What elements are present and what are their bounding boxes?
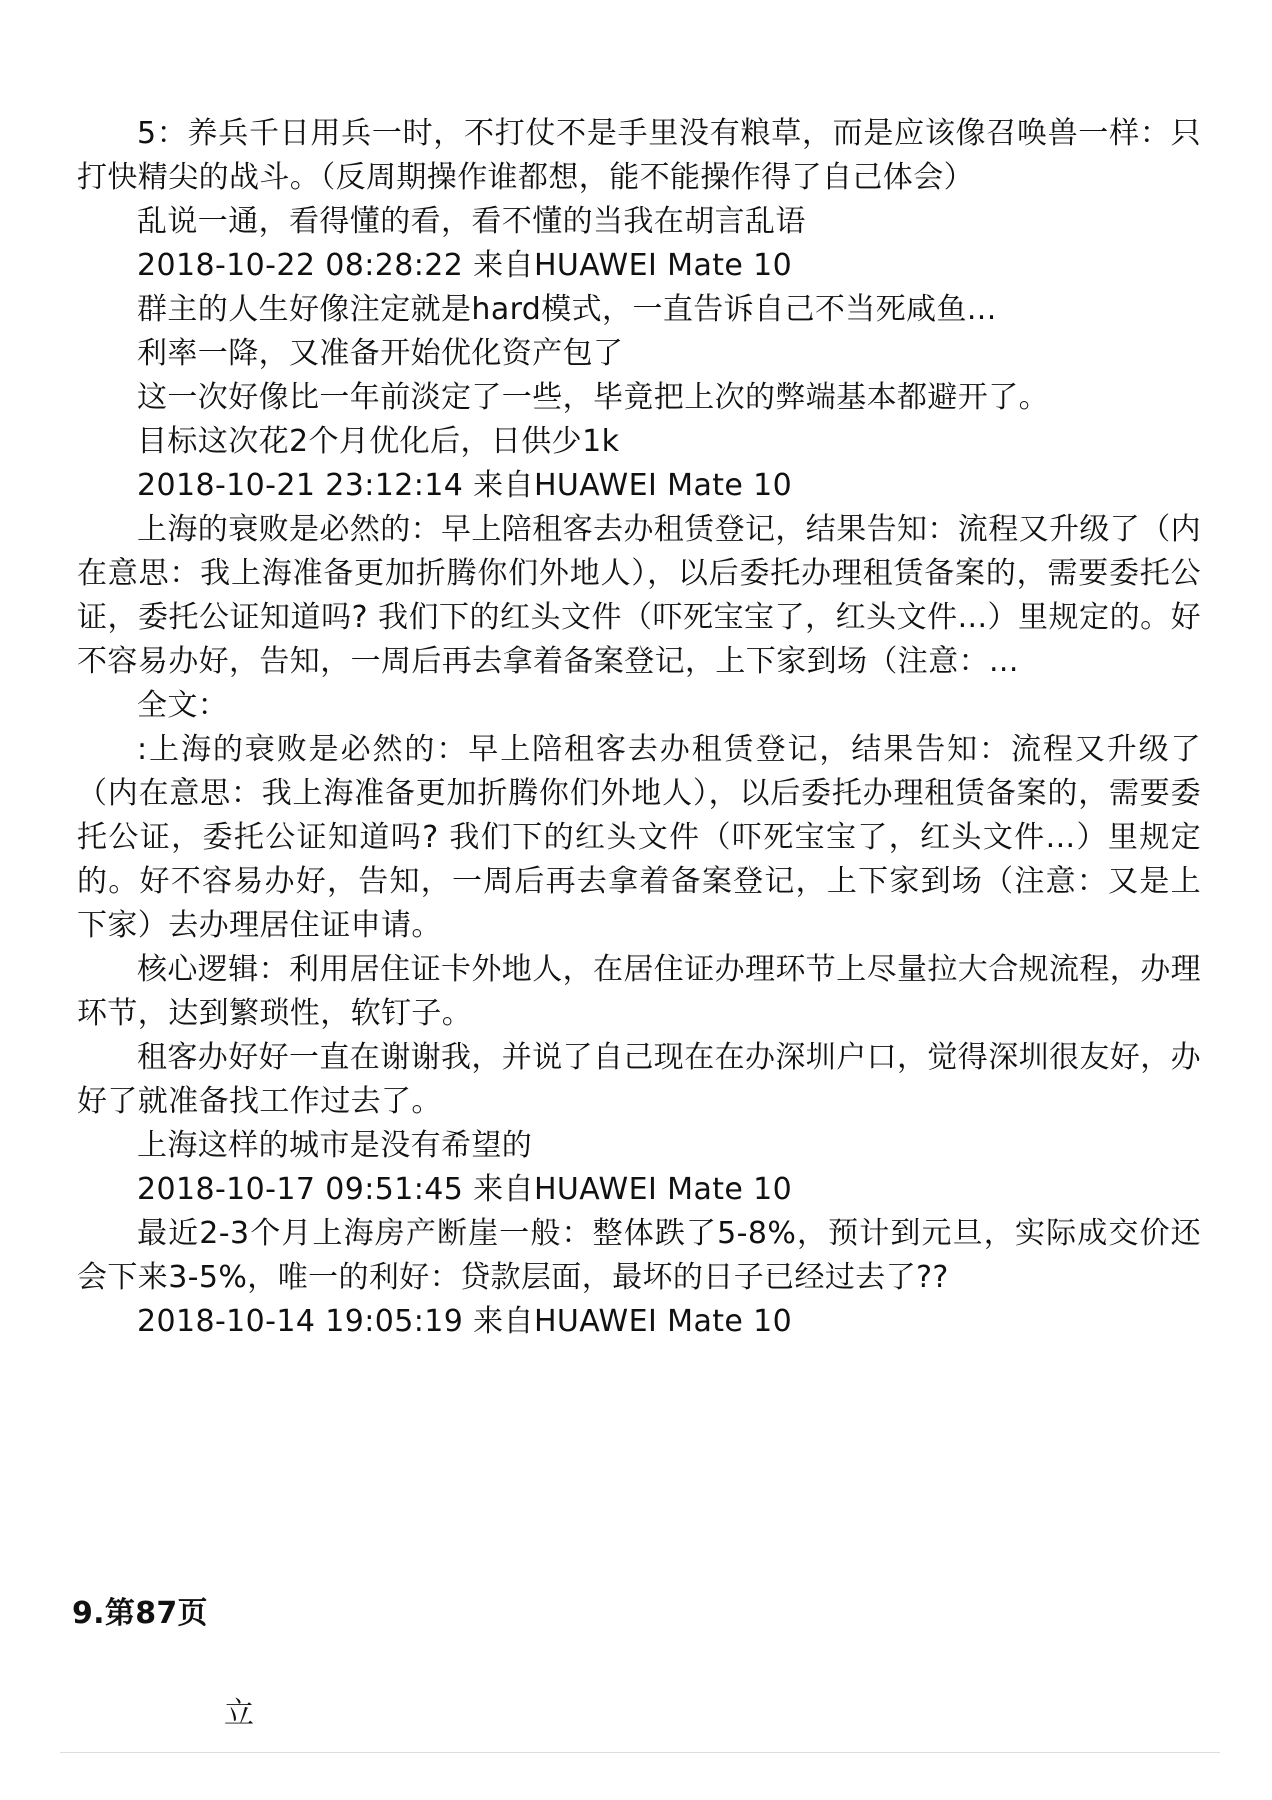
paragraph: 这一次好像比一年前淡定了一些，毕竟把上次的弊端基本都避开了。 <box>137 380 1049 415</box>
paragraph: 群主的人生好像注定就是hard模式，一直告诉自己不当死咸鱼... <box>137 292 997 327</box>
post-content <box>77 112 1201 1344</box>
paragraph: 上海的衰败是必然的：早上陪租客去办租赁登记，结果告知：流程又升级了（内在意思：我上海准备更加折腾你们外地人），以后委托办理租赁备案的，需要委托公证，委托公证知道吗? 我们下的红头文件（吓死宝宝了，红头文件...）里规定的。好不容易办好，告知，一周后再去拿着备案登记，上下家到场（注意：... <box>77 512 1201 679</box>
section-page-number: 87 <box>135 1596 178 1631</box>
footer-character: 立 <box>224 1696 254 1731</box>
paragraph: 利率一降，又准备开始优化资产包了 <box>137 336 624 371</box>
post-timestamp: 2018-10-21 23:12:14 来自HUAWEI Mate 10 <box>137 468 793 503</box>
paragraph: 目标这次花2个月优化后，日供少1k <box>137 424 620 459</box>
footer-divider <box>60 1752 1220 1753</box>
paragraph: :上海的衰败是必然的：早上陪租客去办租赁登记，结果告知：流程又升级了（内在意思：我上海准备更加折腾你们外地人），以后委托办理租赁备案的，需要委托公证，委托公证知道吗? 我们下的红头文件（吓死宝宝了，红头文件...）里规定的。好不容易办好，告知，一周后再去拿着备案登记，上下家到场（注意：又是上下家）去办理居住证申请。 <box>77 732 1201 943</box>
paragraph: 乱说一通，看得懂的看，看不懂的当我在胡言乱语 <box>137 204 806 239</box>
section-number: 9. <box>72 1596 105 1631</box>
paragraph: 5：养兵千日用兵一时，不打仗不是手里没有粮草，而是应该像召唤兽一样：只打快精尖的战斗。（反周期操作谁都想，能不能操作得了自己体会） <box>77 116 1201 195</box>
section-heading <box>72 1594 208 1634</box>
paragraph: 上海这样的城市是没有希望的 <box>137 1128 533 1163</box>
post-timestamp: 2018-10-17 09:51:45 来自HUAWEI Mate 10 <box>137 1172 793 1207</box>
section-prefix: 第 <box>104 1596 136 1631</box>
paragraph: 核心逻辑：利用居住证卡外地人，在居住证办理环节上尽量拉大合规流程，办理环节，达到繁琐性，软钉子。 <box>77 952 1201 1031</box>
paragraph: 租客办好好一直在谢谢我，并说了自己现在在办深圳户口，觉得深圳很友好，办好了就准备找工作过去了。 <box>77 1040 1201 1119</box>
post-timestamp: 2018-10-14 19:05:19 来自HUAWEI Mate 10 <box>137 1304 793 1339</box>
section-suffix: 页 <box>177 1596 208 1631</box>
paragraph: 最近2-3个月上海房产断崖一般：整体跌了5-8%，预计到元旦，实际成交价还会下来3-5%，唯一的利好：贷款层面，最坏的日子已经过去了?? <box>77 1216 1201 1295</box>
post-timestamp: 2018-10-22 08:28:22 来自HUAWEI Mate 10 <box>137 248 793 283</box>
full-text-label: 全文： <box>137 688 229 723</box>
